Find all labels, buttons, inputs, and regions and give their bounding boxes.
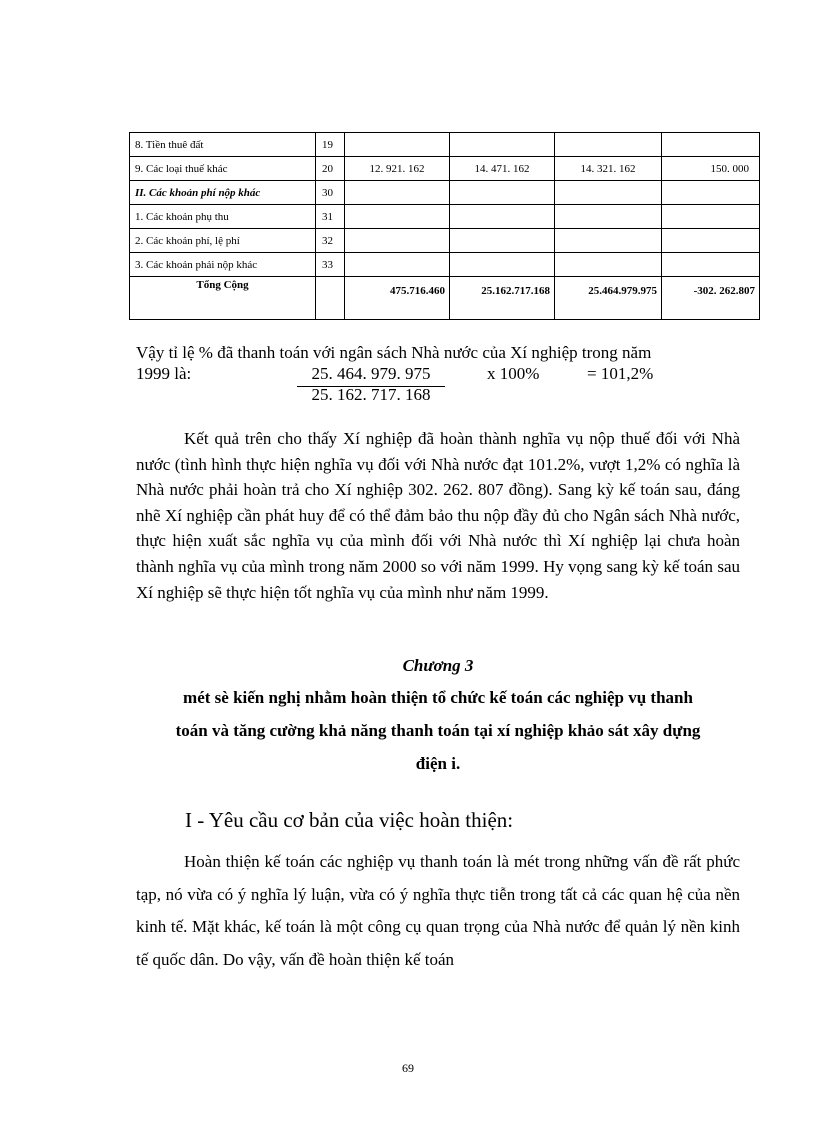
total-value: 475.716.460	[345, 277, 450, 320]
row-value	[555, 133, 662, 157]
row-code: 20	[316, 157, 345, 181]
total-value: -302. 262.807	[662, 277, 760, 320]
row-value: 150. 000	[662, 157, 760, 181]
row-value	[450, 253, 555, 277]
chapter-title-line1: mét sè kiến nghị nhằm hoàn thiện tổ chức kế toán các nghiệp vụ thanh	[183, 688, 693, 707]
row-code: 33	[316, 253, 345, 277]
chapter-title-line2: toán và tăng cường khả năng thanh toán tại xí nghiệp khảo sát xây dựng	[175, 721, 701, 740]
row-value	[662, 205, 760, 229]
total-value: 25.162.717.168	[450, 277, 555, 320]
row-label: 3. Các khoản phải nộp khác	[130, 253, 316, 277]
row-value	[450, 181, 555, 205]
ratio-denominator: 25. 162. 717. 168	[311, 385, 431, 404]
row-label: 1. Các khoản phụ thu	[130, 205, 316, 229]
row-value	[555, 253, 662, 277]
total-code	[316, 277, 345, 320]
chapter-label: Chương 3	[402, 656, 474, 675]
row-value	[662, 181, 760, 205]
ratio-result: = 101,2%	[587, 364, 654, 383]
table-row	[130, 205, 760, 229]
row-value	[662, 229, 760, 253]
tax-payment-table	[129, 132, 760, 320]
row-label: 8. Tiền thuê đất	[130, 133, 316, 157]
page-number: 69	[402, 1061, 414, 1075]
row-value	[345, 181, 450, 205]
row-value	[345, 205, 450, 229]
table-row	[130, 181, 760, 205]
ratio-numerator: 25. 464. 979. 975	[297, 363, 445, 387]
total-label: Tổng Cộng	[130, 277, 316, 320]
ratio-multiplier: x 100%	[487, 364, 540, 383]
table-total-row	[130, 277, 760, 320]
total-value: 25.464.979.975	[555, 277, 662, 320]
conclusion-paragraph-text: Kết quả trên cho thấy Xí nghiệp đã hoàn thành nghĩa vụ nộp thuế đối với Nhà nước (tình hình thực hiện nghĩa vụ đối với Nhà nước đạt 101.2%, vượt 1,2% có nghĩa là Nhà nước phải hoàn trả cho Xí nghiệp 302. 262. 807 đồng). Sang kỳ kế toán sau, đáng nhẽ Xí nghiệp cần phát huy để có thể đảm bảo thu nộp đầy đủ cho Ngân sách Nhà nước, thực hiện xuất sắc nghĩa vụ của mình đối với Nhà nước thì Xí nghiệp lại chưa hoàn thành nghĩa vụ của mình trong năm 2000 so với năm 1999. Hy vọng sang kỳ kế toán sau Xí nghiệp sẽ thực hiện tốt nghĩa vụ của mình như năm 1999.	[136, 429, 740, 602]
row-value: 14. 321. 162	[555, 157, 662, 181]
conclusion-paragraph	[136, 426, 740, 605]
row-label: 9. Các loại thuế khác	[130, 157, 316, 181]
row-value	[662, 253, 760, 277]
row-code: 32	[316, 229, 345, 253]
row-value	[555, 229, 662, 253]
row-value	[345, 133, 450, 157]
chapter-title-line3: điện i.	[415, 754, 461, 773]
table-row	[130, 229, 760, 253]
row-value	[345, 253, 450, 277]
table-row	[130, 157, 760, 181]
row-value	[450, 229, 555, 253]
row-value: 12. 921. 162	[345, 157, 450, 181]
section-paragraph	[136, 846, 740, 976]
row-label: II. Các khoản phí nộp khác	[130, 181, 316, 205]
ratio-sentence: Vậy tỉ lệ % đã thanh toán với ngân sách Nhà nước của Xí nghiệp trong năm	[136, 343, 652, 362]
row-code: 31	[316, 205, 345, 229]
row-value	[450, 205, 555, 229]
row-code: 30	[316, 181, 345, 205]
ratio-year-label: 1999 là:	[136, 364, 192, 383]
row-value	[555, 205, 662, 229]
row-code: 19	[316, 133, 345, 157]
row-value	[450, 133, 555, 157]
row-value: 14. 471. 162	[450, 157, 555, 181]
row-value	[345, 229, 450, 253]
section-heading: I - Yêu cầu cơ bản của việc hoàn thiện:	[185, 808, 514, 832]
section-paragraph-text: Hoàn thiện kế toán các nghiệp vụ thanh toán là mét trong những vấn đề rất phức tạp, nó vừa có ý nghĩa lý luận, vừa có ý nghĩa thực tiễn trong tất cả các quan hệ của nền kinh tế. Mặt khác, kế toán là một công cụ quan trọng của Nhà nước để quản lý nền kinh tế quốc dân. Do vậy, vấn đề hoàn thiện kế toán	[136, 852, 740, 969]
table-row	[130, 253, 760, 277]
table-row	[130, 133, 760, 157]
row-value	[555, 181, 662, 205]
row-value	[662, 133, 760, 157]
row-label: 2. Các khoản phí, lệ phí	[130, 229, 316, 253]
